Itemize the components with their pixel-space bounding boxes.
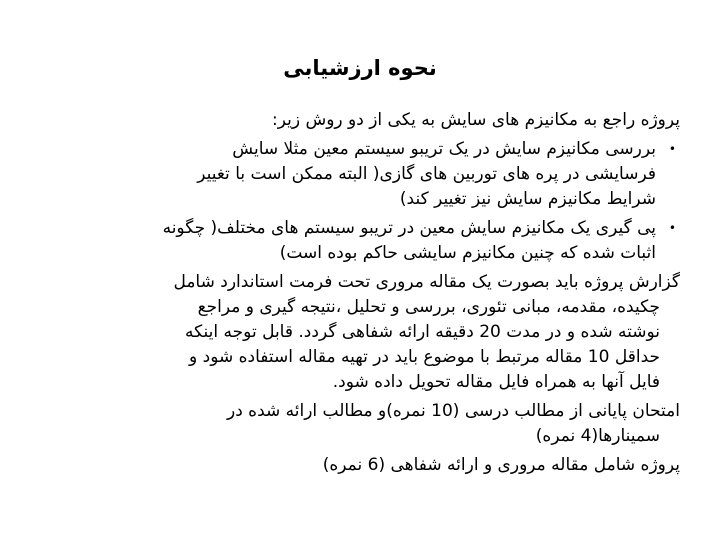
project-line: پروژه شامل مقاله مروری و ارائه شفاهی (6 نمره) [322, 455, 680, 475]
bullet-1-line-3: شرایط مکانیزم سایش نیز تغییر کند) [399, 189, 656, 209]
bullet-item-1 [40, 137, 680, 212]
intro-paragraph [40, 108, 680, 133]
report-line-3: نوشته شده و در مدت 20 دقیقه ارائه شفاهی گردد. قابل توجه اینکه [185, 322, 660, 342]
bullet-2-line-1: پی گیری یک مکانیزم سایش معین در تریبو سیستم های مختلف( چگونه [162, 218, 656, 238]
project-paragraph [40, 453, 680, 478]
report-paragraph [40, 270, 680, 395]
bullet-dot-icon: • [668, 142, 676, 156]
report-line-2: چکیده، مقدمه، مبانی تئوری، بررسی و تحلیل ،نتیجه گیری و مراجع [197, 297, 660, 317]
bullet-item-2 [40, 216, 680, 266]
report-line-5: فایل آنها به همراه فایل مقاله تحویل داده شود. [332, 372, 660, 392]
bullet-2-line-2: اثبات شده که چنین مکانیزم سایشی حاکم بوده است) [279, 243, 656, 263]
exam-line-2: سمینارها(4 نمره) [535, 426, 660, 446]
report-line-1: گزارش پروژه باید بصورت یک مقاله مروری تحت فرمت استاندارد شامل [173, 272, 680, 292]
bullet-1-line-2: فرسایشی در پره های توربین های گازی( البته ممکن است با تغییر [197, 164, 656, 184]
bullet-1-line-1: بررسی مکانیزم سایش در یک تریبو سیستم معین مثلا سایش [232, 139, 656, 159]
report-line-4: حداقل 10 مقاله مرتبط با موضوع باید در تهیه مقاله استفاده شود و [189, 347, 660, 367]
slide-title: نحوه ارزشیابی [283, 56, 437, 80]
bullet-dot-icon: • [668, 221, 676, 235]
exam-paragraph [40, 399, 680, 449]
slide-body [40, 108, 680, 482]
exam-line-1: امتحان پایانی از مطالب درسی (10 نمره)و مطالب ارائه شده در [226, 401, 680, 421]
intro-line: پروژه راجع به مکانیزم های سایش به یکی از دو روش زیر: [272, 110, 680, 130]
